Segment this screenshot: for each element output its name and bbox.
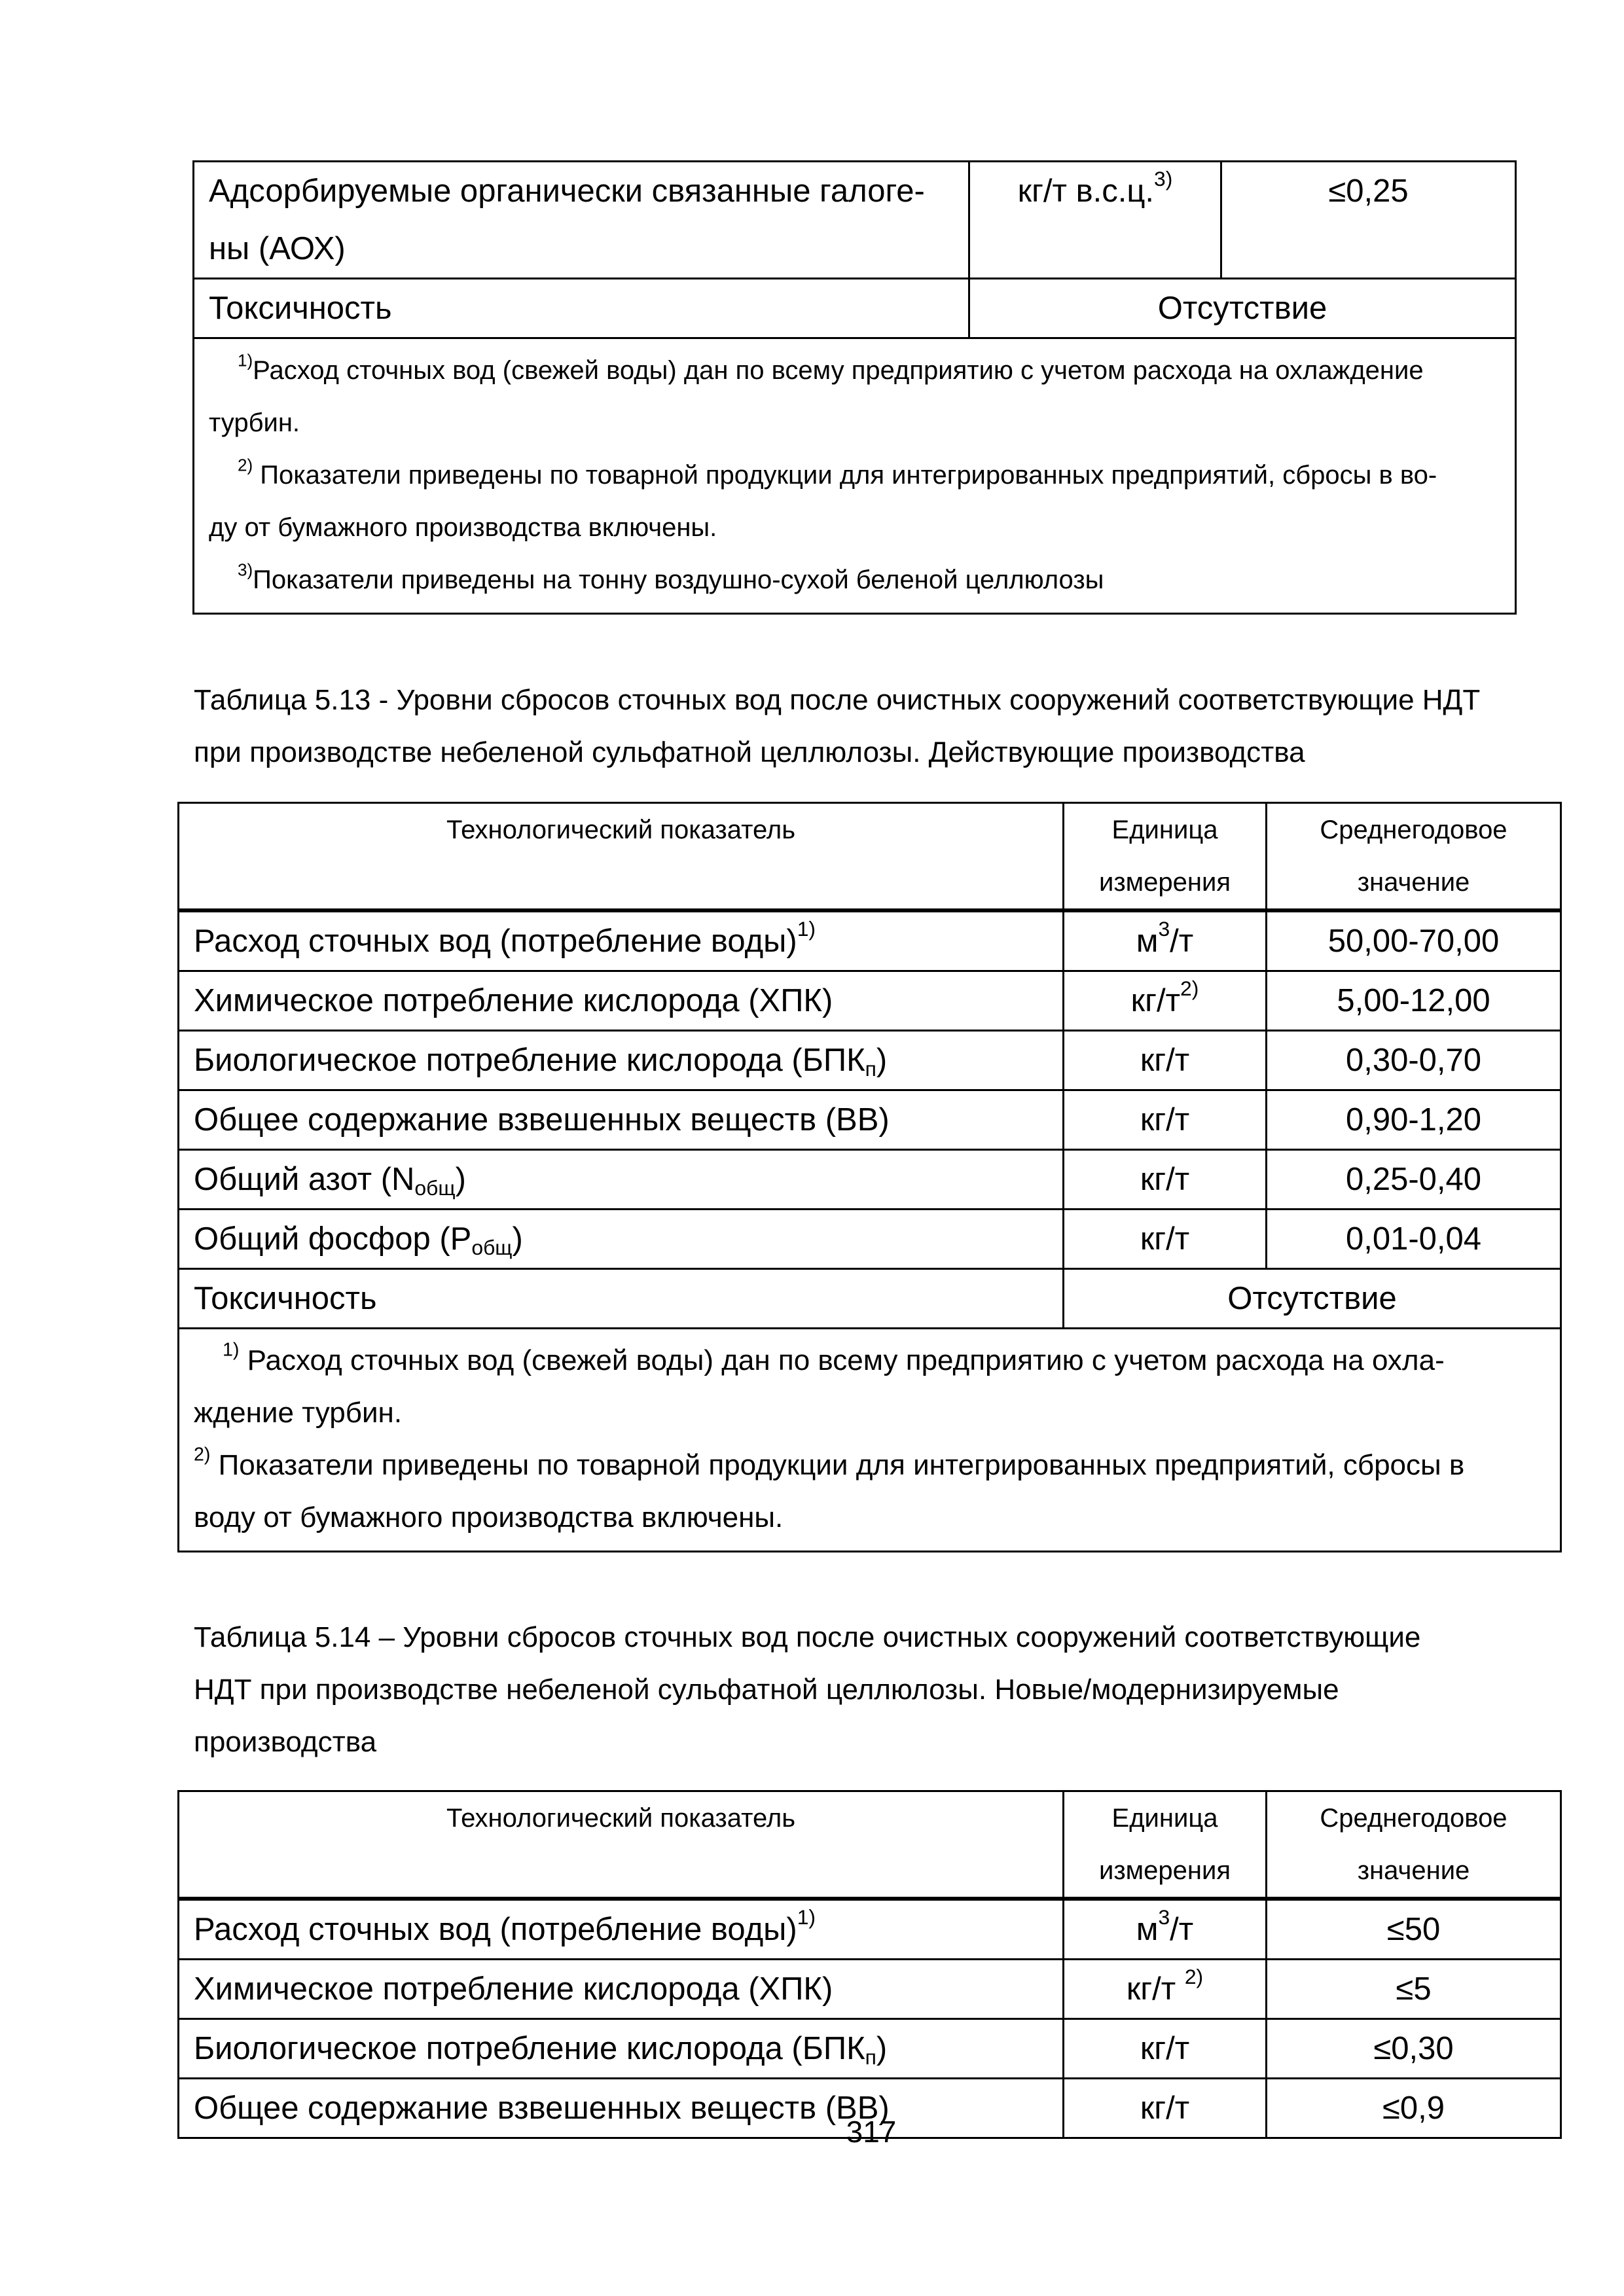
value-cell: 0,30-0,70	[1267, 1031, 1561, 1090]
value-cell: 50,00-70,00	[1267, 910, 1561, 971]
value-cell: ≤0,9	[1267, 2079, 1561, 2138]
value-cell: ≤5	[1267, 1960, 1561, 2019]
indicator-name: Биологическое потребление кислорода (БПК	[194, 2031, 865, 2066]
header-text: измерения	[1098, 1856, 1231, 1885]
table-row	[179, 1090, 1561, 1150]
value-cell: ≤0,30	[1267, 2019, 1561, 2079]
subscript: общ	[414, 1175, 456, 1200]
header-text: Среднегодовое	[1320, 1804, 1507, 1833]
header-text: Среднегодовое	[1320, 816, 1507, 844]
table-row	[179, 971, 1561, 1031]
table-row	[179, 2019, 1561, 2079]
indicator-cell	[179, 1210, 1064, 1269]
header-unit	[1064, 803, 1267, 911]
table-caption-5-13	[194, 674, 1568, 779]
indicator-cell: Химическое потребление кислорода (ХПК)	[179, 971, 1064, 1031]
header-indicator: Технологический показатель	[179, 803, 1064, 911]
table-5-14	[177, 1790, 1562, 2139]
footnote-mark: 1)	[238, 350, 253, 370]
table-row	[194, 279, 1516, 338]
header-text: измерения	[1098, 868, 1231, 897]
indicator-name: Общий азот (N	[194, 1162, 415, 1197]
note-text: Расход сточных вод (свежей воды) дан по всему предприятию с учетом расхода на охла-	[247, 1344, 1445, 1376]
value-cell: 5,00-12,00	[1267, 971, 1561, 1031]
table-notes	[194, 338, 1516, 614]
page-number: 317	[846, 2115, 897, 2149]
value-cell: 0,01-0,04	[1267, 1210, 1561, 1269]
table-header-row	[179, 803, 1561, 911]
unit-text: кг/т	[1126, 1971, 1185, 2007]
value-cell: Отсутствие	[969, 279, 1516, 338]
indicator-cell	[194, 162, 969, 279]
unit-cell: кг/т	[1064, 1210, 1267, 1269]
table-row	[179, 1150, 1561, 1210]
header-text: значение	[1357, 1856, 1470, 1885]
table-row	[179, 1269, 1561, 1329]
caption-line: при производстве небеленой сульфатной целлюлозы. Действующие производства	[194, 736, 1305, 768]
unit-text: /т	[1170, 924, 1194, 959]
unit-text: /т	[1170, 1912, 1194, 1947]
note-text: Показатели приведены по товарной продукции для интегрированных предприятий, сбросы в во-	[260, 461, 1437, 490]
footnote-mark: 2)	[238, 455, 253, 475]
indicator-cell	[179, 1899, 1064, 1960]
table-notes-row	[194, 338, 1516, 614]
table-row	[179, 910, 1561, 971]
indicator-name: Общий фосфор (P	[194, 1221, 472, 1257]
unit-cell: кг/т	[1064, 1090, 1267, 1150]
unit-text: м	[1136, 924, 1159, 959]
footnote-mark: 1)	[223, 1339, 240, 1361]
note-text: ждение турбин.	[194, 1397, 403, 1429]
indicator-name: Расход сточных вод (потребление воды)	[194, 924, 797, 959]
table-caption-5-14	[194, 1611, 1568, 1768]
table-notes	[179, 1329, 1561, 1552]
value-cell: ≤50	[1267, 1899, 1561, 1960]
unit-text: кг/т в.с.ц.	[1017, 173, 1155, 209]
unit-cell: кг/т	[1064, 1150, 1267, 1210]
indicator-cell: Токсичность	[179, 1269, 1064, 1329]
unit-cell	[1064, 971, 1267, 1031]
indicator-cell: Токсичность	[194, 279, 969, 338]
table-header-row	[179, 1791, 1561, 1899]
note-text: турбин.	[209, 408, 300, 437]
table-row	[179, 1031, 1561, 1090]
indicator-name: Расход сточных вод (потребление воды)	[194, 1912, 797, 1947]
indicator-name: Биологическое потребление кислорода (БПК	[194, 1043, 865, 1078]
table-5-13	[177, 802, 1562, 1552]
header-text: Единица	[1111, 1804, 1218, 1833]
note-text: ду от бумажного производства включены.	[209, 513, 717, 542]
unit-cell: кг/т	[1064, 2079, 1267, 2138]
table-row	[179, 1960, 1561, 2019]
unit-cell: кг/т	[1064, 1031, 1267, 1090]
value-cell: 0,25-0,40	[1267, 1150, 1561, 1210]
value-cell: Отсутствие	[1064, 1269, 1561, 1329]
caption-line: НДТ при производстве небеленой сульфатной целлюлозы. Новые/модернизируемые	[194, 1674, 1339, 1706]
table-notes-row	[179, 1329, 1561, 1552]
unit-cell: кг/т	[1064, 2019, 1267, 2079]
unit-cell	[1064, 910, 1267, 971]
footnote-mark: 2)	[1180, 977, 1199, 1001]
unit-text: кг/т	[1130, 983, 1181, 1018]
unit-cell	[1064, 1899, 1267, 1960]
unit-cell	[969, 162, 1221, 279]
header-value	[1267, 1791, 1561, 1899]
footnote-mark: 1)	[797, 917, 816, 941]
indicator-cell	[179, 910, 1064, 971]
indicator-name: )	[512, 1221, 523, 1257]
indicator-name: Адсорбируемые органически связанные галоге-	[209, 173, 925, 209]
table-row	[179, 1210, 1561, 1269]
note-text: Расход сточных вод (свежей воды) дан по всему предприятию с учетом расхода на охлаждение	[253, 356, 1424, 385]
table-row	[179, 1899, 1561, 1960]
table-row	[194, 162, 1516, 279]
indicator-cell: Общее содержание взвешенных веществ (ВВ)	[179, 2079, 1064, 2138]
value-cell: ≤0,25	[1221, 162, 1516, 279]
caption-line: Таблица 5.14 – Уровни сбросов сточных вод после очистных сооружений соответствующие	[194, 1621, 1421, 1653]
footnote-mark: 3)	[1154, 167, 1173, 191]
indicator-name: )	[876, 2031, 888, 2066]
indicator-cell	[179, 2019, 1064, 2079]
indicator-cell: Химическое потребление кислорода (ХПК)	[179, 1960, 1064, 2019]
header-unit	[1064, 1791, 1267, 1899]
caption-line: производства	[194, 1726, 377, 1758]
footnote-mark: 1)	[797, 1905, 816, 1929]
indicator-name: )	[876, 1043, 888, 1078]
value-cell: 0,90-1,20	[1267, 1090, 1561, 1150]
unit-cell	[1064, 1960, 1267, 2019]
subscript: общ	[471, 1235, 513, 1259]
note-text: Показатели приведены на тонну воздушно-сухой беленой целлюлозы	[253, 565, 1104, 594]
header-indicator: Технологический показатель	[179, 1791, 1064, 1899]
header-text: значение	[1357, 868, 1470, 897]
footnote-mark: 2)	[194, 1444, 211, 1465]
unit-superscript: 3	[1158, 1905, 1170, 1929]
unit-superscript: 3	[1158, 917, 1170, 941]
subscript: п	[865, 1056, 876, 1081]
caption-line: Таблица 5.13 - Уровни сбросов сточных вод после очистных сооружений соответствующие НДТ	[194, 684, 1481, 716]
header-value	[1267, 803, 1561, 911]
indicator-cell: Общее содержание взвешенных веществ (ВВ)	[179, 1090, 1064, 1150]
note-text: воду от бумажного производства включены.	[194, 1501, 784, 1534]
indicator-name: )	[455, 1162, 466, 1197]
indicator-cell	[179, 1031, 1064, 1090]
subscript: п	[865, 2045, 876, 2069]
unit-text: м	[1136, 1912, 1159, 1947]
table-continuation	[192, 160, 1517, 615]
footnote-mark: 3)	[238, 560, 253, 580]
note-text: Показатели приведены по товарной продукции для интегрированных предприятий, сбросы в	[218, 1449, 1465, 1481]
indicator-name-cont: ны (АОХ)	[209, 231, 346, 266]
footnote-mark: 2)	[1184, 1965, 1204, 1989]
indicator-cell	[179, 1150, 1064, 1210]
header-text: Единица	[1111, 816, 1218, 844]
